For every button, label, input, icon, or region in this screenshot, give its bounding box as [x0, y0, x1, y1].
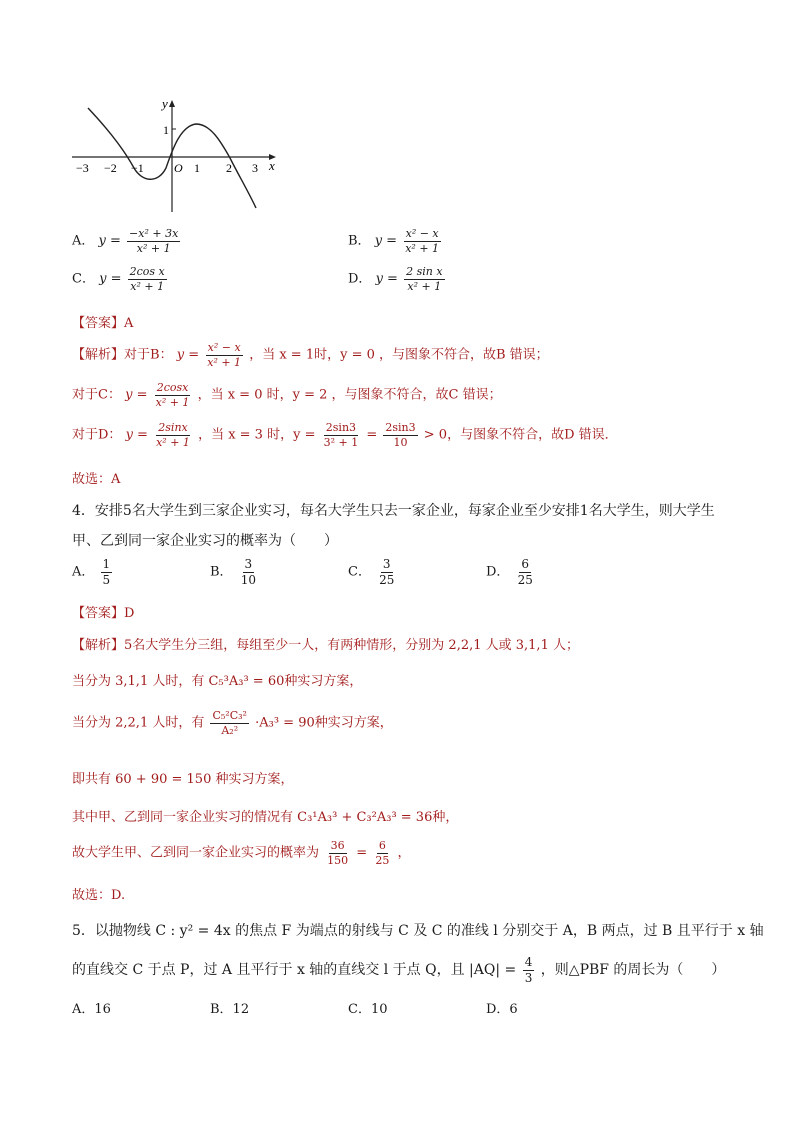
fraction-numerator: C₅²C₃² — [212, 709, 247, 722]
q3-option-b — [348, 228, 443, 254]
x-tick-label: −3 — [76, 161, 89, 175]
fraction-numerator: x² − x — [405, 227, 439, 240]
option-label: A． — [72, 564, 95, 580]
fraction-numerator: −x² + 3x — [129, 227, 179, 240]
origin-label: O — [174, 161, 183, 175]
q4-choose: 故选：D. — [72, 888, 126, 903]
q5-stem-line-1: 5．以抛物线 C : y² = 4x 的焦点 F 为端点的射线与 C 及 C 的准线 l 分别交于 A，B 两点，过 B 且平行于 x 轴 — [72, 923, 764, 939]
q4-option-c — [348, 558, 398, 586]
fraction-numerator: 6 — [521, 557, 530, 571]
analysis-text: ，当 x = 3 时，y = — [198, 427, 320, 443]
option-label: C． — [72, 271, 95, 287]
q3-analysis-line-2 — [72, 382, 502, 408]
option-formula-prefix: y = — [375, 271, 403, 287]
stem-text: ，则△PBF 的周长为（ ） — [540, 962, 726, 979]
q4-analysis-line-2: 当分为 3,1,1 人时，有 C₅³A₃³ = 60种实习方案， — [72, 674, 363, 689]
q5-option-c: C．10 — [348, 1002, 388, 1017]
analysis-text: > 0，与图象不符合，故D 错误． — [423, 427, 618, 443]
q3-answer: 【答案】A — [72, 316, 134, 331]
fraction-denominator: 25 — [375, 853, 390, 867]
y-axis-arrow-icon — [169, 100, 175, 107]
fraction-denominator: x² + 1 — [130, 279, 165, 293]
fraction-denominator: 3² + 1 — [323, 435, 359, 449]
fraction-denominator: x² + 1 — [155, 395, 190, 409]
fraction-denominator: 150 — [327, 853, 349, 867]
fraction-denominator: 3 — [524, 970, 533, 985]
fraction-denominator: 25 — [379, 572, 395, 587]
fraction-denominator: x² + 1 — [407, 279, 442, 293]
q4-option-b — [210, 558, 260, 586]
formula-prefix: y = — [125, 427, 153, 443]
x-tick-label: 2 — [226, 161, 232, 175]
q4-analysis-line-3 — [72, 710, 393, 736]
fraction-numerator: 2sinx — [158, 421, 188, 434]
fraction-denominator: A₂² — [221, 723, 239, 737]
fraction-numerator: 4 — [524, 955, 533, 969]
fraction-numerator: 3 — [244, 557, 253, 571]
y-tick-label: 1 — [163, 123, 169, 137]
q5-option-a: A．16 — [72, 1002, 111, 1017]
option-label: B． — [210, 564, 233, 580]
fraction-numerator: 2 sin x — [406, 265, 443, 278]
analysis-text: ·A₃³ = 90种实习方案， — [255, 715, 393, 731]
formula-prefix: y = — [125, 387, 152, 403]
analysis-text: 5名大学生分三组，每组至少一人，有两种情形，分别为 2,2,1 人或 3,1,1 人； — [124, 638, 579, 653]
analysis-tag: 【解析】 — [72, 638, 125, 653]
q3-choose: 故选：A — [72, 472, 121, 487]
q4-answer: 【答案】D — [72, 606, 135, 621]
x-tick-label: −2 — [104, 161, 117, 175]
option-label: B． — [348, 233, 371, 249]
stem-text: 的直线交 C 于点 P，过 A 且平行于 x 轴的直线交 l 于点 Q，且 |AQ| = — [72, 962, 521, 979]
q4-stem-line-2: 甲、乙到同一家企业实习的概率为（ ） — [72, 533, 338, 549]
analysis-text: ， — [397, 845, 411, 861]
formula-prefix: y = — [176, 347, 204, 363]
equals-sign: = — [366, 427, 382, 443]
q3-option-c — [72, 266, 169, 292]
q4-stem-line-1: 4．安排5名大学生到三家企业实习，每名大学生只去一家企业，每家企业至少安排1名大学生，则大学生 — [72, 503, 715, 519]
analysis-tag: 【解析】 — [72, 347, 125, 363]
y-axis-label: y — [162, 96, 168, 111]
fraction-denominator: x² + 1 — [136, 241, 171, 255]
fraction-denominator: x² + 1 — [156, 435, 190, 449]
fraction-numerator: 1 — [102, 557, 111, 571]
q5-option-b: B．12 — [210, 1002, 250, 1017]
q3-analysis-line-3 — [72, 422, 618, 448]
x-tick-label: 3 — [252, 161, 258, 175]
option-label: A． — [72, 233, 95, 249]
q3-analysis-line-1 — [72, 342, 549, 368]
option-formula-prefix: y = — [374, 233, 402, 249]
option-label: D． — [486, 564, 510, 580]
q4-analysis-line-6 — [72, 840, 410, 866]
fraction-denominator: 25 — [517, 572, 533, 587]
analysis-text: 对于B： — [124, 347, 173, 363]
option-formula-prefix: y = — [99, 271, 126, 287]
option-label: C． — [348, 564, 371, 580]
option-formula-prefix: y = — [98, 233, 126, 249]
fraction-denominator: 10 — [240, 572, 256, 587]
q4-analysis-line-4: 即共有 60 + 90 = 150 种实习方案， — [72, 772, 294, 787]
analysis-text: 故大学生甲、乙到同一家企业实习的概率为 — [72, 845, 320, 861]
option-label: D． — [348, 271, 372, 287]
q4-analysis-line-5: 其中甲、乙到同一家企业实习的情况有 C₃¹A₃³ + C₃²A₃³ = 36种， — [72, 810, 459, 825]
equals-sign: = — [356, 845, 372, 861]
fraction-denominator: x² + 1 — [405, 241, 440, 255]
fraction-numerator: x² − x — [207, 341, 241, 354]
fraction-numerator: 2sin3 — [385, 421, 416, 434]
fraction-denominator: 5 — [102, 572, 111, 587]
fraction-numerator: 2cos x — [129, 265, 165, 278]
analysis-text: 对于C： — [72, 387, 121, 403]
fraction-numerator: 2cosx — [156, 381, 189, 394]
q4-analysis-line-1 — [72, 634, 579, 653]
x-axis-label: x — [269, 158, 275, 173]
q4-option-a — [72, 558, 114, 586]
x-tick-label: −1 — [131, 161, 144, 175]
q5-stem-line-2 — [72, 956, 725, 984]
analysis-text: 当分为 2,2,1 人时，有 — [72, 715, 205, 731]
q3-option-d — [348, 266, 447, 292]
analysis-text: ，当 x = 0 时，y = 2 ，与图象不符合，故C 错误； — [197, 387, 502, 403]
q4-option-d — [486, 558, 537, 586]
fraction-numerator: 2sin3 — [325, 421, 357, 434]
x-tick-label: 1 — [194, 161, 200, 175]
function-graph — [70, 96, 280, 214]
fraction-numerator: 3 — [382, 557, 391, 571]
fraction-numerator: 6 — [378, 839, 386, 852]
q5-option-d: D．6 — [486, 1002, 518, 1017]
fraction-denominator: 10 — [393, 435, 408, 449]
fraction-numerator: 36 — [330, 839, 345, 852]
q3-option-a — [72, 228, 182, 254]
analysis-text: ，当 x = 1时，y = 0 ，与图象不符合，故B 错误； — [249, 347, 549, 363]
analysis-text: 对于D： — [72, 427, 122, 443]
fraction-denominator: x² + 1 — [207, 355, 242, 369]
